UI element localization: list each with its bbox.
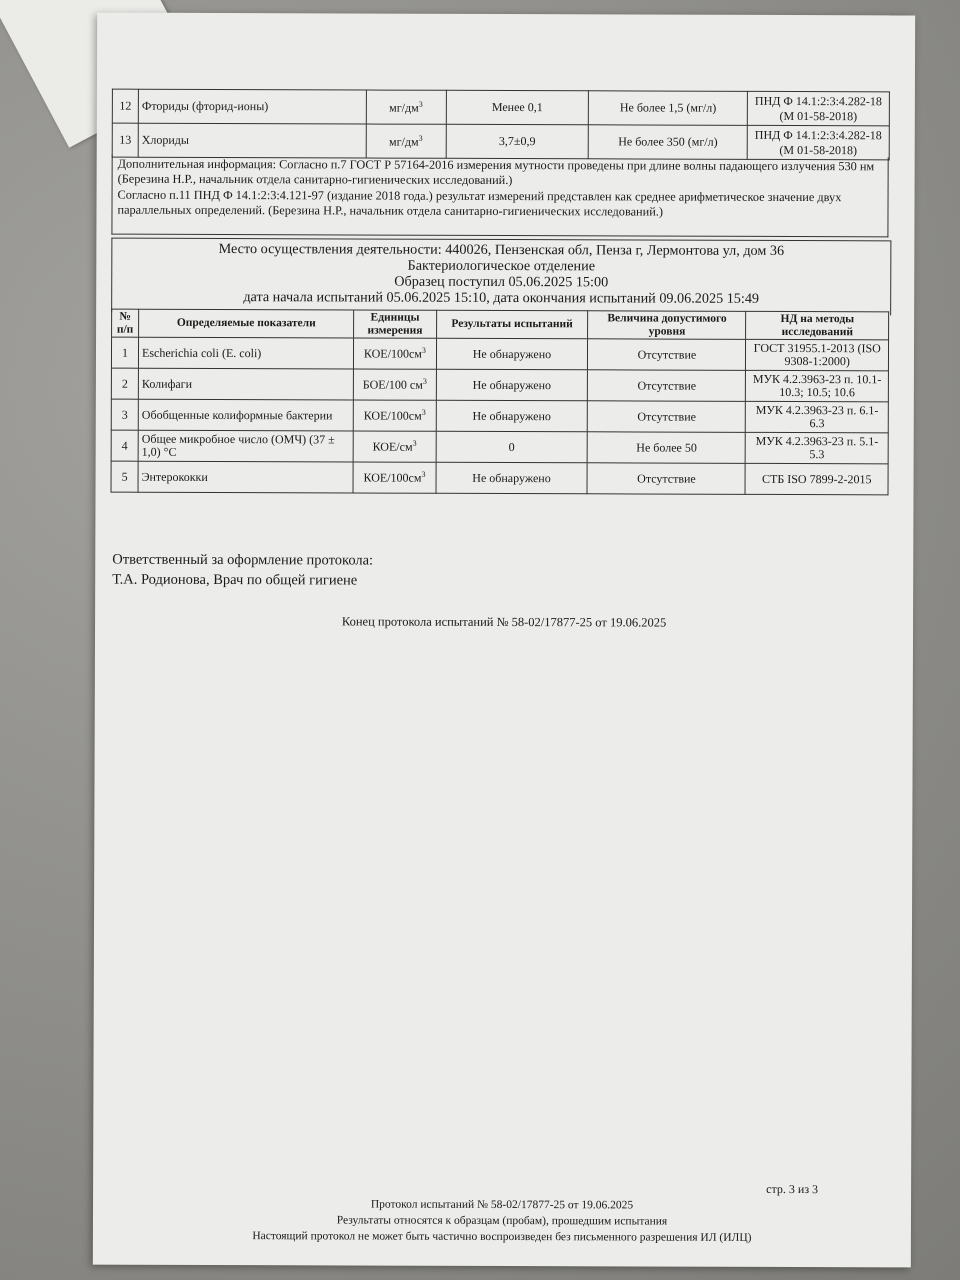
result-cell: Не обнаружено <box>436 339 588 371</box>
unit-cell: КОЕ/$100см^3$ <box>354 400 436 431</box>
indicator-name: Escherichia coli (E. coli) <box>138 338 353 370</box>
header-num: № п/п <box>112 309 139 337</box>
unit-cell: БОЕ/100 $см^3$ <box>354 369 436 400</box>
result-cell: 3,7±0,9 <box>446 124 589 158</box>
info-paragraph: Согласно п.11 ПНД Ф 14.1:2:3:4.121-97 (издание 2018 года.) результат измерений представлен как среднее арифметическое значение двух параллельных определений. (Березина Н.Р., начальник отдела санитарно-гигиенических исследований.) <box>117 187 842 219</box>
row-number: 5 <box>111 461 138 492</box>
row-number: 2 <box>111 368 138 399</box>
result-cell: Не обнаружено <box>436 463 588 495</box>
document-page <box>93 13 915 1268</box>
norm-cell: Не более 50 <box>587 432 745 464</box>
method-cell: ГОСТ 31955.1-2013 (ISO 9308-1:2000) <box>746 340 889 371</box>
header-unit: Единицы измерения <box>354 310 436 339</box>
method-cell: МУК 4.2.3963-23 п. 6.1-6.3 <box>746 402 889 433</box>
unit-cell: КОЕ/$см^3$ <box>353 431 435 462</box>
footer-line: Результаты относятся к образцам (пробам), прошедшим испытания <box>336 1214 668 1228</box>
norm-cell: Не более 350 (мг/л) <box>589 125 748 160</box>
info-paragraph: Дополнительная информация: Согласно п.7 ГОСТ Р 57164-2016 измерения мутности проведены при длине волны падающего излучения 530 нм (Березина Н.Р., начальник отдела санитарно-гигиенических исследований.) <box>117 156 875 188</box>
table-row <box>111 430 888 464</box>
department-name: Бактериологическое отделение <box>407 257 596 275</box>
unit-cell: КОЕ/$100см^3$ <box>354 338 436 369</box>
method-cell: МУК 4.2.3963-23 п. 10.1-10.3; 10.5; 10.6 <box>746 371 889 402</box>
norm-cell: Не более 1,5 (мг/л) <box>589 91 748 126</box>
indicator-name: Колифаги <box>138 369 353 401</box>
indicator-name: Обобщенные колиформные бактерии <box>138 400 353 432</box>
sample-received: Образец поступил 05.06.2025 15:00 <box>394 273 609 291</box>
activity-address: Место осуществления деятельности: 440026, Пензенская обл, Пенза г, Лермонтова ул, дом 36 <box>218 241 785 259</box>
row-number: 3 <box>111 399 138 430</box>
table-row <box>111 399 888 433</box>
method-cell: МУК 4.2.3963-23 п. 5.1-5.3 <box>746 433 889 464</box>
row-number: 1 <box>111 337 138 368</box>
unit-cell: $мг/дм^3$ <box>366 90 446 124</box>
footer-line: Протокол испытаний № 58-02/17877-25 от 19.06.2025 <box>370 1198 634 1212</box>
method-cell: ПНД Ф 14.1:2:3:4.282-18 (М 01-58-2018) <box>747 91 889 125</box>
norm-cell: Отсутствие <box>588 339 746 371</box>
header-name: Определяемые показатели <box>139 309 354 338</box>
result-cell: Менее 0,1 <box>446 90 589 124</box>
result-cell: Не обнаружено <box>436 370 588 402</box>
row-number: 4 <box>111 430 138 461</box>
chemical-results-table <box>112 89 890 161</box>
header-norm: Величина допустимого уровня <box>588 311 746 340</box>
indicator-name: Энтерококки <box>138 462 353 494</box>
responsible-name: Т.А. Родионова, Врач по общей гигиене <box>112 571 358 589</box>
table-row <box>111 337 888 371</box>
responsible-person <box>112 551 373 591</box>
header-method: НД на методы исследований <box>746 311 889 340</box>
row-number: 13 <box>112 123 138 157</box>
indicator-name: Фториды (фторид-ионы) <box>138 89 366 124</box>
bacteriology-results-table <box>111 309 890 496</box>
row-number: 12 <box>112 89 138 123</box>
page-footer <box>93 1197 911 1247</box>
indicator-name: Хлориды <box>138 123 366 158</box>
responsible-label: Ответственный за оформление протокола: <box>112 551 374 569</box>
result-cell: Не обнаружено <box>436 401 588 433</box>
page-number: стр. 3 из 3 <box>766 1181 819 1197</box>
unit-cell: $мг/дм^3$ <box>366 124 446 158</box>
test-dates: дата начала испытаний 05.06.2025 15:10, дата окончания испытаний 09.06.2025 15:49 <box>243 289 760 308</box>
indicator-name: Общее микробное число (ОМЧ) (37 ± 1,0) °С <box>138 431 353 463</box>
method-cell: СТБ ISO 7899-2-2015 <box>745 464 888 495</box>
header-result: Результаты испытаний <box>436 310 588 339</box>
table-row <box>111 368 888 402</box>
additional-info <box>111 155 888 238</box>
table-row <box>111 461 888 495</box>
method-cell: ПНД Ф 14.1:2:3:4.282-18 (М 01-58-2018) <box>747 125 889 159</box>
activity-place-block <box>111 238 891 316</box>
protocol-end-text: Конец протокола испытаний № 58-02/17877-25 от 19.06.2025 <box>341 614 667 630</box>
table-header-row <box>112 309 889 340</box>
norm-cell: Отсутствие <box>588 370 746 402</box>
unit-cell: КОЕ/$100см^3$ <box>353 462 435 493</box>
footer-line: Настоящий протокол не может быть частично воспроизведен без письменного разрешения ИЛ (ИЛЦ) <box>252 1229 752 1244</box>
result-cell: 0 <box>436 432 588 464</box>
table-row <box>112 89 889 126</box>
norm-cell: Отсутствие <box>588 401 746 433</box>
norm-cell: Отсутствие <box>587 463 745 495</box>
